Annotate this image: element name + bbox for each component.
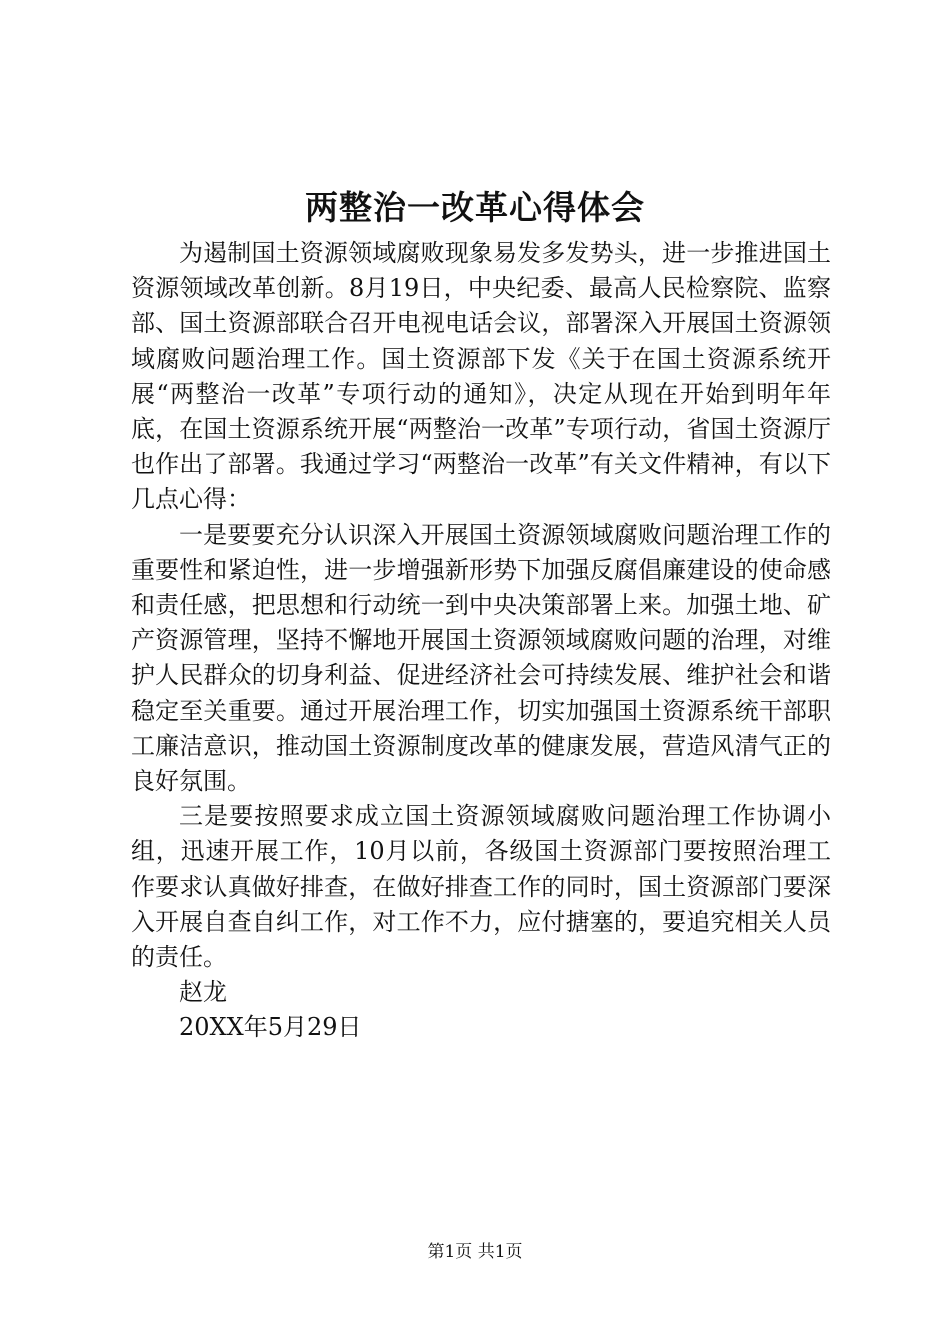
document-body xyxy=(131,236,831,1046)
page-number-label: 第1页 共1页 xyxy=(427,1242,523,1262)
document-title: 两整治一改革心得体会 xyxy=(305,188,645,227)
paragraph-intro: 为遏制国土资源领域腐败现象易发多发势头，进一步推进国土资源领域改革创新。8月19日，中央纪委、最高人民检察院、监察部、国土资源部联合召开电视电话会议，部署深入开展国土资源领域腐败问题治理工作。国土资源部下发《关于在国土资源系统开展“两整治一改革”专项行动的通知》，决定从现在开始到明年年底，在国土资源系统开展“两整治一改革”专项行动，省国土资源厅也作出了部署。我通过学习“两整治一改革”有关文件精神，有以下几点心得： xyxy=(131,239,831,514)
paragraph-point-three: 三是要按照要求成立国土资源领域腐败问题治理工作协调小组，迅速开展工作，10月以前，各级国土资源部门要按照治理工作要求认真做好排查，在做好排查工作的同时，国土资源部门要深入开展自查自纠工作，对工作不力，应付搪塞的，要追究相关人员的责任。 xyxy=(131,802,831,972)
page-footer xyxy=(0,1240,950,1264)
document-date: 20XX年5月29日 xyxy=(179,1013,362,1042)
paragraph-point-one: 一是要要充分认识深入开展国土资源领域腐败问题治理工作的重要性和紧迫性，进一步增强新形势下加强反腐倡廉建设的使命感和责任感，把思想和行动统一到中央决策部署上来。加强土地、矿产资源管理，坚持不懈地开展国土资源领域腐败问题的治理，对维护人民群众的切身利益、促进经济社会可持续发展、维护社会和谐稳定至关重要。通过开展治理工作，切实加强国土资源系统干部职工廉洁意识，推动国土资源制度改革的健康发展，营造风清气正的良好氛围。 xyxy=(131,520,831,796)
author-signature: 赵龙 xyxy=(179,978,227,1007)
